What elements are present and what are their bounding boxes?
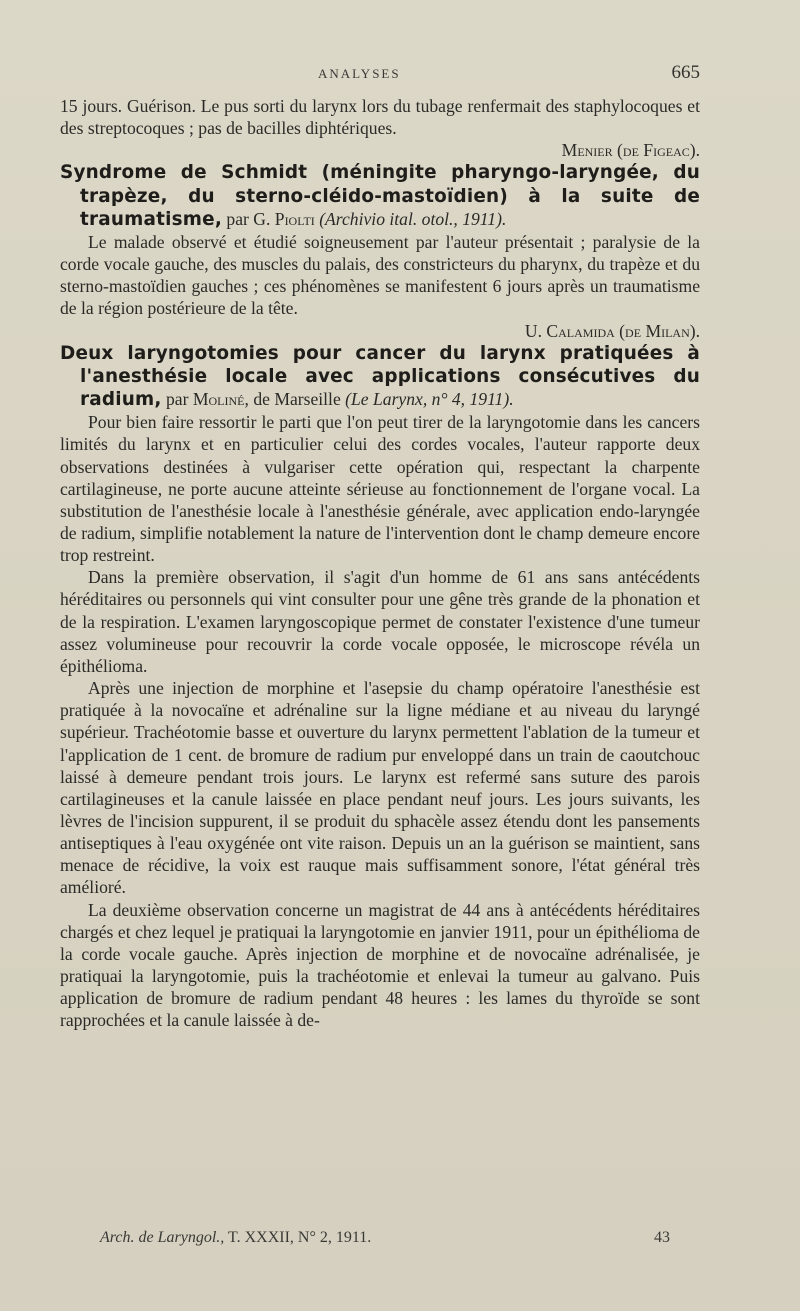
- article-1-signature: [60, 320, 700, 342]
- article-2-paragraph: Après une injection de morphine et l'asepsie du champ opératoire l'anesthésie est pratiquée à la novocaïne et adrénaline sur la ligne médiane et au niveau du laryngé supérieur. Trachéotomie basse et ouverture du larynx permettent l'ablation de la tumeur et l'application de 1 cent. de bromure de radium pur enveloppé dans un train de caoutchouc laissé à demeure pendant trois jours. Le larynx est refermé sans suture des parois cartilagineuses et la canule laissée en place pendant neuf jours. Les jours suivants, les lèvres de l'incision suppurent, il se produit du sphacèle assez étendu dont les pansements antiseptiques à l'eau oxygénée ont vite raison. Depuis un an la guérison se maintient, sans menace de récidive, la voix est rauque mais suffisamment sonore, l'état général très amélioré.: [60, 678, 700, 898]
- page-number: 665: [671, 62, 700, 83]
- running-head: ANALYSES: [318, 66, 401, 81]
- article-2-title: Deux laryngotomies pour cancer du larynx pratiquées à l'anesthésie locale avec applications consécutives du radium,: [60, 342, 700, 411]
- article-2-source: (Le Larynx, n° 4, 1911).: [345, 389, 514, 410]
- article-1-author: Piolti: [274, 208, 315, 229]
- article-1-signature-text: U. Calamida (de Milan).: [524, 320, 700, 341]
- article-2-byline-suffix: , de Marseille: [244, 389, 346, 410]
- footer-journal: Arch. de Laryngol.,: [100, 1229, 225, 1246]
- article-1-text: Le malade observé et étudié soigneusement par l'auteur présentait ; paralysie de la corde vocale gauche, des muscles du palais, des constricteurs du pharynx, du trapèze et du sterno-mastoïdien gauches ; ces phénomènes se manifestent 6 jours après un traumatisme de la région postérieure de la tête.: [60, 231, 700, 319]
- article-2-byline-prefix: par: [166, 389, 193, 410]
- footer-volume: T. XXXII, N° 2, 1911.: [228, 1229, 372, 1246]
- article-2-paragraph: Dans la première observation, il s'agit d'un homme de 61 ans sans antécédents héréditaires ou personnels qui vint consulter pour une gêne très grande de la phonation et de la respiration. L'examen laryngoscopique permet de constater l'existence d'une tumeur assez volumineuse pour recouvrir la corde vocale opposée, le microscope révéla un épithélioma.: [60, 567, 700, 676]
- intro-text: 15 jours. Guérison. Le pus sorti du larynx lors du tubage renfermait des staphylocoques et des streptocoques ; pas de bacilles diphtériques.: [60, 96, 700, 139]
- article-1-heading: [60, 161, 700, 230]
- page-footer: [100, 1229, 700, 1247]
- page-body: [60, 95, 700, 1032]
- article-2-heading: [60, 342, 700, 411]
- article-2-paragraph: Pour bien faire ressortir le parti que l'on peut tirer de la laryngotomie dans les cancers limités du larynx et en particulier celui des cordes vocales, l'auteur rapporte deux observations destinées à vulgariser cette opération qui, respectant la charpente cartilagineuse, ne porte aucune atteinte sérieuse au fonctionnement de l'organe vocal. La substitution de l'anesthésie locale à l'anesthésie générale, avec application endo-laryngée de radium, simplifie notablement la nature de l'intervention dont le champ demeure encore trop restreint.: [60, 412, 700, 566]
- article-2-paragraph: La deuxième observation concerne un magistrat de 44 ans à antécédents héréditaires chargés et chez lequel je pratiquai la laryngotomie en janvier 1911, pour un épithélioma de la corde vocale gauche. Après injection de morphine et de novocaïne adrénalisée, je pratiquai la laryngotomie, puis la trachéotomie et enlevai la tumeur au galvano. Puis application de bromure de radium pendant 48 heures : les lames du thyroïde se sont rapprochées et la canule laissée à de-: [60, 899, 700, 1031]
- article-1-paragraph: [60, 231, 700, 320]
- article-1-byline-prefix: par G.: [226, 208, 275, 229]
- article-1-source: (Archivio ital. otol., 1911).: [319, 208, 507, 229]
- article-1-title: Syndrome de Schmidt (méningite pharyngo-laryngée, du trapèze, du sterno-cléido-mastoïdien) à la suite de traumatisme,: [60, 162, 700, 230]
- intro-signature: [60, 139, 700, 161]
- intro-signature-text: Menier (de Figeac).: [561, 140, 700, 161]
- page-header: [60, 62, 700, 88]
- continued-paragraph: [60, 95, 700, 139]
- footer-sheet-number: 43: [654, 1229, 670, 1246]
- article-2-author: Moliné: [192, 389, 245, 410]
